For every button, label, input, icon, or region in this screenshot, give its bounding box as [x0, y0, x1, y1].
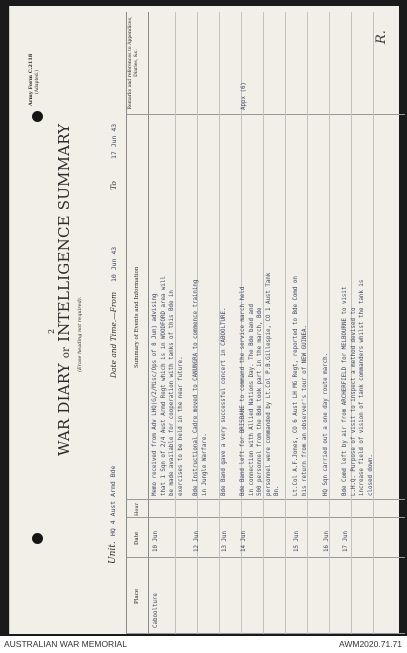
punch-hole-bottom	[32, 533, 43, 544]
summary-line: Memo received from Adv LHQ(G/2/Misc/Ops of 8 Jun) advising	[152, 293, 158, 496]
form-heading	[55, 124, 73, 456]
unit-value: HQ 4 Aust Armd Bde	[109, 465, 117, 536]
summary-line: in connection with Allied Nations Day. The Bde band and	[248, 304, 255, 496]
column-divider-summary	[126, 499, 405, 500]
summary-line: personnel were commanded by Lt.Col P.B.Gillespie, CO 1 Aust Tank	[265, 272, 272, 496]
column-divider-date	[126, 557, 405, 558]
entry-date: 10 Jun	[153, 531, 159, 552]
entry-summary	[292, 276, 309, 496]
summary-line: Bn.	[274, 485, 281, 496]
date-to-label: To	[109, 181, 118, 190]
ruled-line	[285, 12, 286, 634]
entry-remark: Appx (6)	[241, 82, 247, 110]
summary-line: L.H.Q. Purpose of visit to inspect a method devised to	[350, 307, 357, 496]
column-divider-remarks	[126, 114, 405, 115]
summary-line: in Jungle Warfare.	[201, 433, 208, 496]
summary-line: be made available for cooperation with tanks of this Bde in	[169, 290, 176, 496]
entry-date: 16 Jun	[324, 531, 330, 552]
punch-hole-top	[32, 111, 43, 122]
page-number: 2	[47, 328, 56, 334]
erase-note: (Erase heading not required).	[77, 296, 83, 372]
summary-line: Bde Instructional Cadre moved to CANUNGRA to commence training	[193, 279, 199, 496]
summary-line: exercises to be held in the near future.	[177, 356, 184, 496]
summary-line: that 1 Sqn of 2/4 Aust Armd Regt which is in WOODFORD area will	[160, 276, 167, 496]
table-header-border	[148, 12, 149, 634]
summary-line: his return from an observer's tour of NEW GUINEA.	[301, 324, 308, 496]
entry-summary	[322, 353, 331, 496]
date-to: 17 Jun 43	[110, 123, 118, 159]
entry-date: 12 Jun	[194, 531, 200, 552]
entry-summary	[220, 308, 229, 496]
summary-line: Bde Band left for BRISBANE to command the service march held	[240, 286, 246, 496]
war-diary-form	[22, 12, 405, 634]
footer-institution: AUSTRALIAN WAR MEMORIAL	[4, 639, 127, 649]
summary-line: Lt.Col A.F.Jones, CO 6 Aust LH MG Regt, reported to Bde Comd on	[293, 276, 299, 496]
column-header-place: Place	[134, 588, 140, 604]
entry-summary	[151, 276, 185, 496]
handwritten-initials: R.	[374, 30, 389, 44]
document-page	[9, 6, 399, 634]
unit-label: Unit.	[108, 541, 118, 564]
entry-summary	[192, 280, 209, 496]
table-top-border	[126, 12, 127, 634]
war-diary-title: WAR DIARY	[55, 363, 73, 456]
summary-line: 500 personnel from the Bde took part in the march, Bde	[257, 307, 264, 496]
summary-line: closed down.	[367, 454, 374, 496]
footer-accession-number: AWM2020.71.71	[339, 639, 402, 649]
column-divider-place	[126, 633, 405, 634]
column-header-summary: Summary of Events and Information	[134, 266, 140, 368]
summary-line: HQ Sqn carried out a one day route march.	[323, 352, 329, 496]
intelligence-summary-title: INTELLIGENCE SUMMARY	[55, 123, 73, 342]
date-time-label: Date and Time.—From	[109, 291, 118, 378]
column-header-date: Date	[134, 531, 140, 545]
archive-footer	[0, 636, 407, 653]
entry-summary	[341, 280, 375, 496]
form-code: Army Form C.2118	[28, 53, 34, 106]
summary-line: Bde Band gave a very successful concert in CABOOLTURE.	[221, 307, 227, 496]
heading-or: or	[61, 346, 72, 359]
entry-date: 14 Jun	[241, 531, 247, 552]
form-code-adapted: (Adapted.)	[35, 70, 40, 94]
place-entry: Caboolture	[153, 593, 159, 628]
column-divider-hour	[126, 517, 405, 518]
date-from: 10 Jun 43	[110, 246, 118, 282]
column-header-remarks: Remarks and references to Appendices, Diaries, &c.	[128, 16, 139, 110]
summary-line: Bde Comd left by air from ARCHERFIELD for MELBOURNE to visit	[342, 286, 348, 496]
entry-date: 15 Jun	[294, 531, 300, 552]
entry-date: 13 Jun	[222, 531, 228, 552]
entry-date: 17 Jun	[343, 531, 349, 552]
summary-line: increase field of vision of tank commanders whilst the tank is	[359, 279, 366, 496]
entry-summary	[239, 273, 282, 496]
column-header-hour: Hour	[134, 503, 140, 516]
